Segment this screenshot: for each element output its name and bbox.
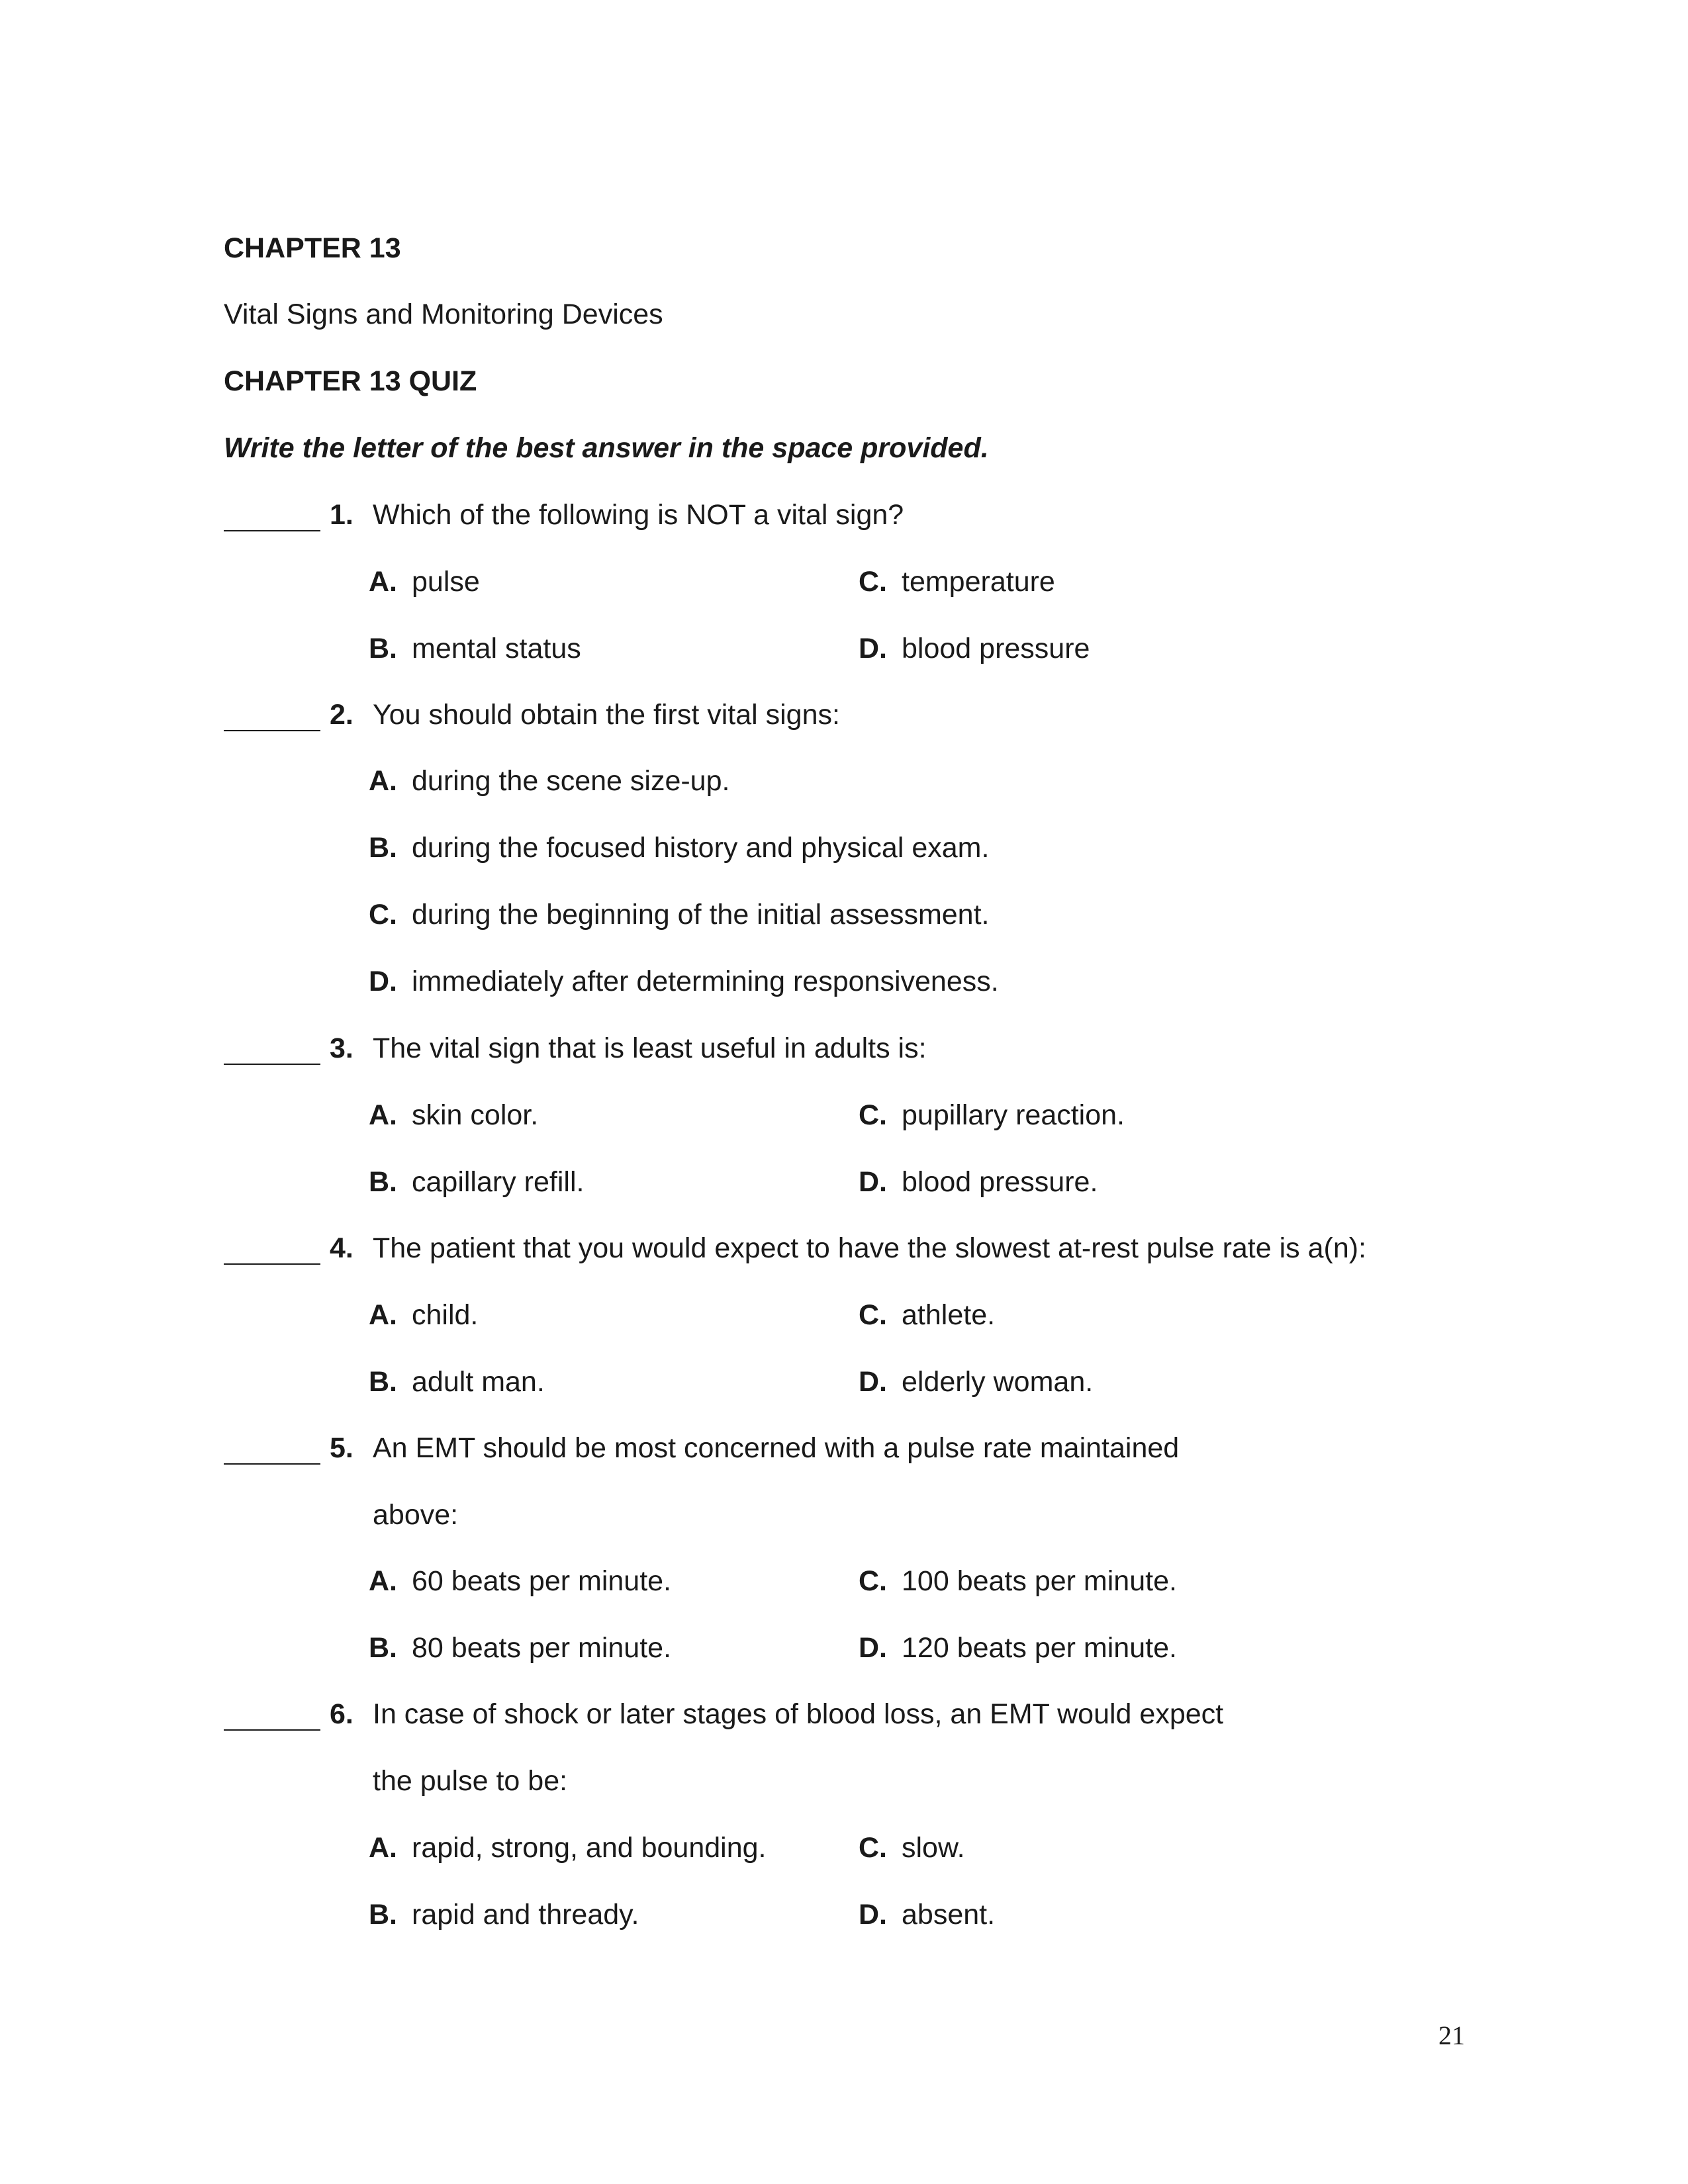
option-text: mental status: [412, 633, 581, 664]
option-text: temperature: [902, 566, 1055, 598]
question-text: The patient that you would expect to have the slowest at-rest pulse rate is a(n):: [373, 1232, 1367, 1264]
option-letter: C.: [859, 1832, 887, 1864]
option-text: pulse: [412, 566, 480, 598]
option-text: blood pressure.: [902, 1166, 1098, 1198]
option-text: child.: [412, 1299, 479, 1331]
option-text: immediately after determining responsiveness.: [412, 966, 999, 997]
question-number: 1.: [330, 499, 353, 531]
answer-blank-5[interactable]: [224, 1463, 320, 1465]
question-text: In case of shock or later stages of blood loss, an EMT would expect: [373, 1698, 1224, 1730]
option-text: skin color.: [412, 1099, 539, 1131]
chapter-title: Vital Signs and Monitoring Devices: [224, 298, 663, 330]
question-number: 5.: [330, 1432, 353, 1464]
option-letter: D.: [859, 1366, 887, 1398]
option-letter: A.: [369, 566, 397, 598]
question-text: You should obtain the first vital signs:: [373, 699, 840, 731]
option-letter: B.: [369, 1632, 397, 1664]
option-letter: B.: [369, 633, 397, 664]
option-text: athlete.: [902, 1299, 996, 1331]
question-text-continued: above:: [373, 1499, 459, 1531]
question-text-continued: the pulse to be:: [373, 1765, 568, 1797]
option-letter: C.: [369, 899, 397, 931]
chapter-heading: CHAPTER 13: [224, 232, 401, 264]
option-text: blood pressure: [902, 633, 1090, 664]
option-text: 100 beats per minute.: [902, 1565, 1177, 1597]
answer-blank-3[interactable]: [224, 1064, 320, 1065]
option-letter: C.: [859, 1299, 887, 1331]
instructions: Write the letter of the best answer in the space provided.: [224, 432, 989, 464]
option-letter: C.: [859, 1099, 887, 1131]
option-letter: A.: [369, 765, 397, 797]
option-text: during the beginning of the initial assessment.: [412, 899, 990, 931]
option-letter: B.: [369, 1899, 397, 1931]
option-text: capillary refill.: [412, 1166, 585, 1198]
option-letter: D.: [859, 1632, 887, 1664]
option-text: rapid, strong, and bounding.: [412, 1832, 767, 1864]
option-text: 80 beats per minute.: [412, 1632, 672, 1664]
option-text: 60 beats per minute.: [412, 1565, 672, 1597]
option-text: rapid and thready.: [412, 1899, 639, 1931]
option-letter: D.: [859, 633, 887, 664]
option-letter: A.: [369, 1099, 397, 1131]
answer-blank-4[interactable]: [224, 1263, 320, 1265]
quiz-heading: CHAPTER 13 QUIZ: [224, 365, 477, 397]
option-letter: A.: [369, 1299, 397, 1331]
question-number: 3.: [330, 1032, 353, 1064]
page-number: 21: [1438, 2021, 1465, 2050]
option-text: pupillary reaction.: [902, 1099, 1125, 1131]
question-number: 4.: [330, 1232, 353, 1264]
answer-blank-1[interactable]: [224, 530, 320, 531]
option-letter: C.: [859, 1565, 887, 1597]
question-text: An EMT should be most concerned with a pulse rate maintained: [373, 1432, 1180, 1464]
option-letter: D.: [369, 966, 397, 997]
option-text: elderly woman.: [902, 1366, 1094, 1398]
option-letter: B.: [369, 1166, 397, 1198]
option-letter: D.: [859, 1899, 887, 1931]
option-letter: D.: [859, 1166, 887, 1198]
option-letter: B.: [369, 1366, 397, 1398]
option-text: 120 beats per minute.: [902, 1632, 1177, 1664]
option-text: slow.: [902, 1832, 965, 1864]
answer-blank-6[interactable]: [224, 1729, 320, 1731]
option-text: absent.: [902, 1899, 996, 1931]
question-text: Which of the following is NOT a vital sign?: [373, 499, 904, 531]
question-number: 6.: [330, 1698, 353, 1730]
question-number: 2.: [330, 699, 353, 731]
option-letter: A.: [369, 1565, 397, 1597]
option-letter: A.: [369, 1832, 397, 1864]
option-text: adult man.: [412, 1366, 545, 1398]
answer-blank-2[interactable]: [224, 730, 320, 731]
option-letter: C.: [859, 566, 887, 598]
option-text: during the scene size-up.: [412, 765, 730, 797]
option-letter: B.: [369, 832, 397, 864]
question-text: The vital sign that is least useful in adults is:: [373, 1032, 927, 1064]
option-text: during the focused history and physical exam.: [412, 832, 990, 864]
